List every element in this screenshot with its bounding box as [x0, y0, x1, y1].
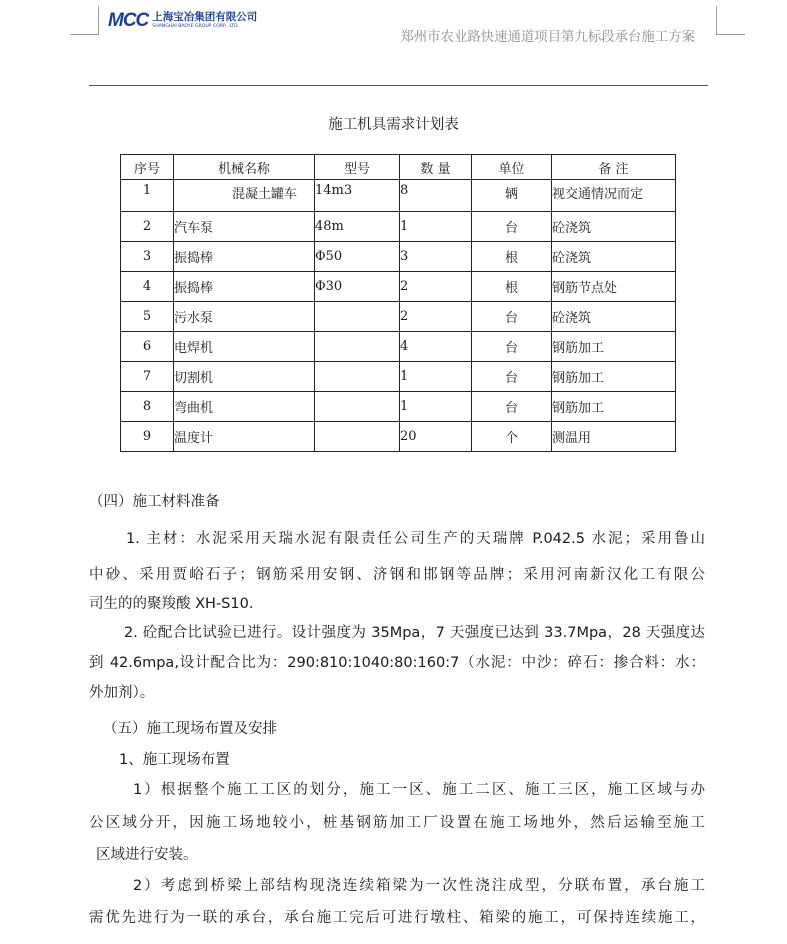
logo-name-cn: 上海宝冶集团有限公司	[152, 11, 258, 23]
machinery-table	[120, 154, 676, 452]
cell-model	[315, 302, 400, 332]
item-1-line-1: 1. 主材：水泥采用天瑞水泥有限责任公司生产的天瑞牌 P.042.5 水泥；采用鲁山	[126, 531, 705, 547]
cell-note: 钢筋加工	[552, 362, 676, 392]
cell-name: 电焊机	[174, 332, 315, 362]
logo-name-en: SHANGHAI BAOYE GROUP CORP., LTD.	[152, 24, 240, 29]
cell-no: 3	[121, 242, 174, 272]
para-1-line-1: 1）根据整个施工工区的划分，施工一区、施工二区、施工三区，施工区域与办	[133, 782, 705, 798]
cell-no: 2	[121, 212, 174, 242]
cell-qty: 20	[400, 422, 472, 452]
cell-no: 8	[121, 392, 174, 422]
table-row	[121, 272, 676, 302]
header-qty: 数 量	[400, 155, 472, 180]
cell-qty: 2	[400, 302, 472, 332]
cell-unit: 台	[472, 302, 552, 332]
cell-model: Φ50	[315, 242, 400, 272]
cell-name: 温度计	[174, 422, 315, 452]
crop-mark-top-left	[70, 6, 99, 35]
cell-model	[315, 422, 400, 452]
cell-unit: 台	[472, 332, 552, 362]
table-title: 施工机具需求计划表	[328, 117, 459, 133]
cell-note: 砼浇筑	[552, 212, 676, 242]
cell-note: 钢筋节点处	[552, 272, 676, 302]
crop-mark-top-right	[716, 6, 745, 35]
cell-note: 钢筋加工	[552, 332, 676, 362]
table-row	[121, 212, 676, 242]
cell-name: 污水泵	[174, 302, 315, 332]
cell-qty: 1	[400, 212, 472, 242]
item-1-line-2: 中砂、采用贾峪石子；钢筋采用安钢、济钢和邯钢等品牌；采用河南新汉化工有限公	[89, 567, 705, 583]
section-5-heading: （五）施工现场布置及安排	[103, 721, 277, 737]
cell-model: 48m	[315, 212, 400, 242]
header-rule	[89, 85, 708, 86]
cell-no: 6	[121, 332, 174, 362]
cell-name: 切割机	[174, 362, 315, 392]
cell-name: 振捣棒	[174, 242, 315, 272]
table-header-row	[121, 155, 676, 180]
logo-mark: MCC	[108, 10, 149, 31]
table-row	[121, 362, 676, 392]
cell-qty: 3	[400, 242, 472, 272]
header-no: 序号	[121, 155, 174, 180]
cell-unit: 根	[472, 242, 552, 272]
header-model: 型号	[315, 155, 400, 180]
subsection-1-heading: 1、施工现场布置	[119, 752, 230, 768]
cell-qty: 8	[400, 180, 472, 212]
para-1-line-3: 区域进行安装。	[96, 847, 198, 863]
table-row	[121, 242, 676, 272]
header-unit: 单位	[472, 155, 552, 180]
item-2-line-1: 2. 砼配合比试验已进行。设计强度为 35Mpa，7 天强度已达到 33.7Mpa，28 天强度达	[124, 625, 705, 641]
item-2-line-2: 到 42.6mpa,设计配合比为：290:810:1040:80:160:7（水泥：中沙：碎石：掺合料：水：	[89, 655, 705, 671]
cell-no: 1	[121, 180, 174, 212]
cell-note: 视交通情况而定	[552, 180, 676, 212]
item-1-line-3: 司生的的聚羧酸 XH-S10.	[89, 596, 254, 612]
para-2-line-2: 需优先进行为一联的承台，承台施工完后可进行墩柱、箱梁的施工，可保持连续施工，	[89, 910, 705, 926]
cell-note: 测温用	[552, 422, 676, 452]
cell-unit: 台	[472, 392, 552, 422]
cell-unit: 辆	[472, 180, 552, 212]
table-row	[121, 332, 676, 362]
cell-qty: 2	[400, 272, 472, 302]
cell-name: 汽车泵	[174, 212, 315, 242]
cell-no: 4	[121, 272, 174, 302]
cell-note: 砼浇筑	[552, 242, 676, 272]
cell-note: 砼浇筑	[552, 302, 676, 332]
cell-model: 14m3	[315, 180, 400, 212]
company-logo	[108, 11, 257, 31]
section-4-heading: （四）施工材料准备	[89, 494, 220, 510]
cell-name: 弯曲机	[174, 392, 315, 422]
cell-model: Φ30	[315, 272, 400, 302]
cell-unit: 个	[472, 422, 552, 452]
table-row	[121, 422, 676, 452]
cell-no: 9	[121, 422, 174, 452]
cell-note: 钢筋加工	[552, 392, 676, 422]
cell-no: 5	[121, 302, 174, 332]
para-2-line-1: 2）考虑到桥梁上部结构现浇连续箱梁为一次性浇注成型，分联布置，承台施工	[133, 878, 705, 894]
cell-qty: 1	[400, 362, 472, 392]
cell-unit: 根	[472, 272, 552, 302]
item-2-line-3: 外加剂）。	[89, 685, 155, 701]
table-row	[121, 180, 676, 212]
header-note: 备 注	[552, 155, 676, 180]
document-header-title: 郑州市农业路快速通道项目第九标段承台施工方案	[400, 30, 695, 45]
cell-model	[315, 362, 400, 392]
cell-model	[315, 392, 400, 422]
cell-qty: 1	[400, 392, 472, 422]
cell-unit: 台	[472, 212, 552, 242]
para-1-line-2: 公区域分开，因施工场地较小，桩基钢筋加工厂设置在施工场地外，然后运输至施工	[89, 815, 705, 831]
table-row	[121, 392, 676, 422]
cell-model	[315, 332, 400, 362]
cell-name: 振捣棒	[174, 272, 315, 302]
cell-no: 7	[121, 362, 174, 392]
header-name: 机械名称	[174, 155, 315, 180]
cell-unit: 台	[472, 362, 552, 392]
cell-name: 混凝土罐车	[174, 180, 315, 212]
table-row	[121, 302, 676, 332]
cell-qty: 4	[400, 332, 472, 362]
